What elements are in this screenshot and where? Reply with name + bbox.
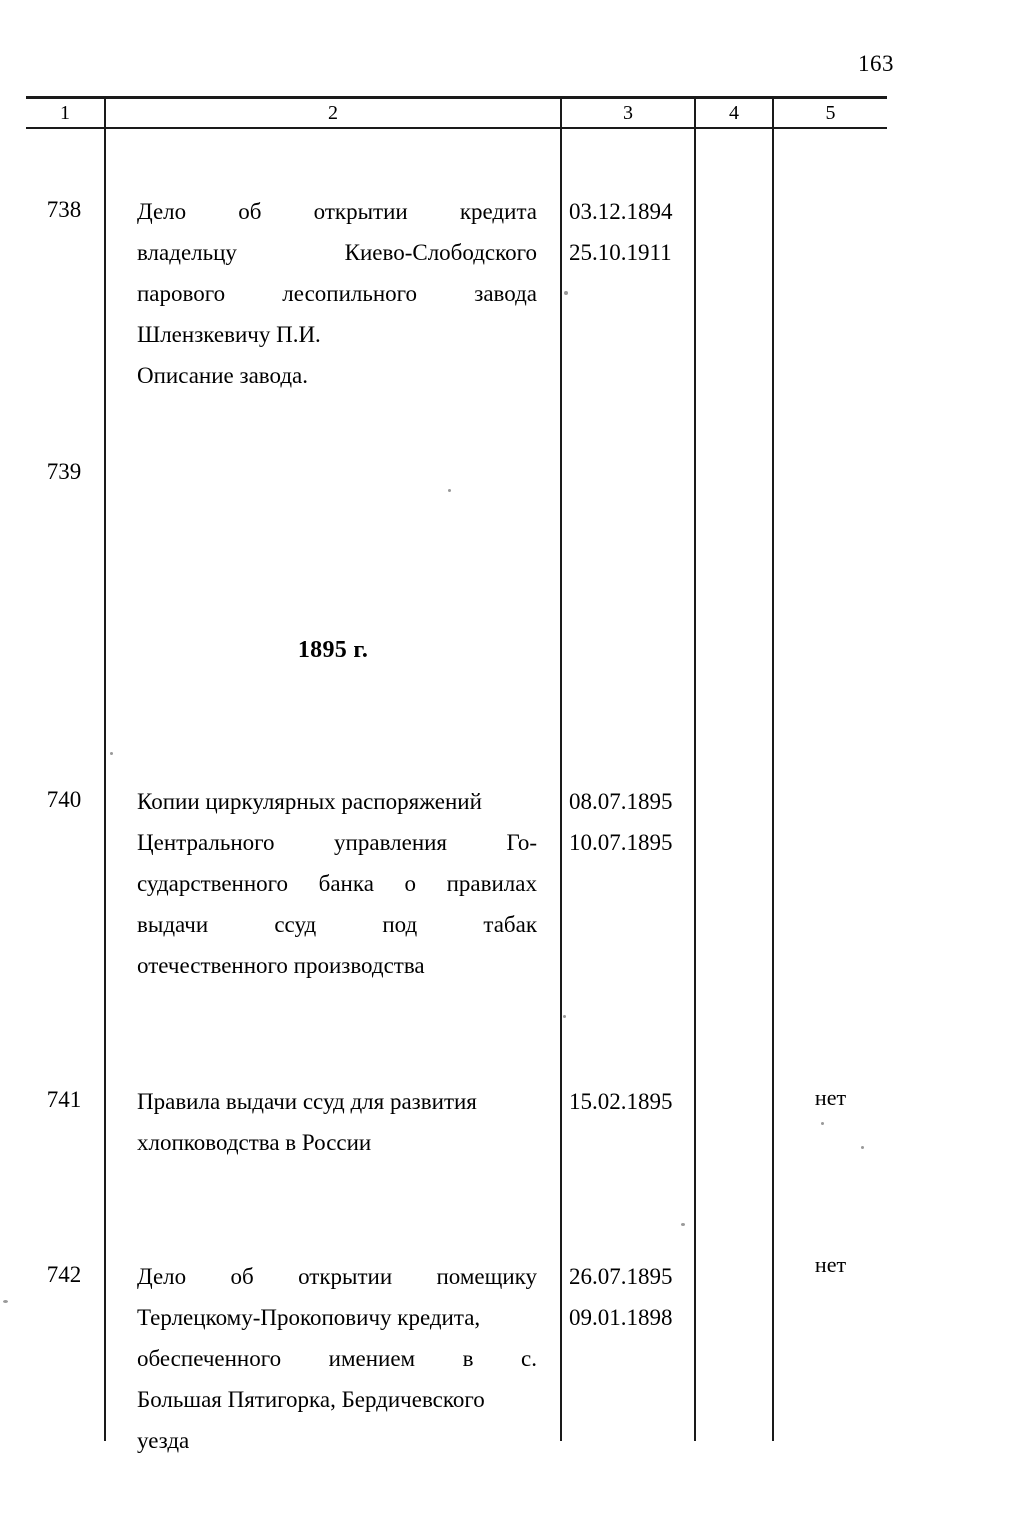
column-header-3: 3 xyxy=(623,102,633,124)
row-dates xyxy=(569,1256,691,1338)
description-line: Терлецкому-Прокоповичу кредита, xyxy=(137,1305,481,1330)
scan-artifact xyxy=(563,1015,566,1018)
description-line: отечественного производства xyxy=(137,953,425,978)
table-row xyxy=(26,197,102,222)
row-number: 742 xyxy=(46,1262,82,1287)
date-value: 03.12.1894 xyxy=(569,199,673,224)
row-description xyxy=(137,191,537,396)
section-heading-year: 1895 г. xyxy=(297,637,369,663)
column-header-4: 4 xyxy=(729,102,739,124)
column-header-1: 1 xyxy=(60,102,70,124)
row-description xyxy=(137,1081,537,1163)
description-line: Описание завода. xyxy=(137,363,308,388)
column-header-5: 5 xyxy=(825,102,836,124)
row-number: 739 xyxy=(46,459,82,484)
table-row xyxy=(26,459,102,484)
row-dates xyxy=(569,191,691,273)
description-line: Копии циркулярных распоряжений xyxy=(137,789,482,814)
description-line: выдачи ссуд под табак xyxy=(137,912,537,937)
scan-artifact xyxy=(861,1146,864,1149)
row-note: нет xyxy=(814,1085,847,1110)
scan-artifact xyxy=(448,489,451,492)
date-value: 09.01.1898 xyxy=(569,1305,673,1330)
column-divider-2 xyxy=(560,96,562,1441)
scan-artifact xyxy=(110,752,113,755)
scan-artifact xyxy=(821,1122,824,1125)
description-line: Большая Пятигорка, Бердичевского xyxy=(137,1387,485,1412)
page-number: 163 xyxy=(858,51,894,76)
description-line: сударственного банка о правилах xyxy=(137,871,537,896)
scan-artifact xyxy=(681,1223,685,1226)
date-value: 25.10.1911 xyxy=(569,240,672,265)
column-divider-4 xyxy=(772,96,774,1441)
date-value: 26.07.1895 xyxy=(569,1264,673,1289)
description-line: хлопководства в России xyxy=(137,1130,372,1155)
row-number: 738 xyxy=(46,197,82,222)
description-line: Центрального управления Го- xyxy=(137,830,537,855)
column-divider-3 xyxy=(694,96,696,1441)
description-line: Дело об открытии помещику xyxy=(137,1264,537,1289)
table-header-border xyxy=(26,127,887,129)
description-line: владельцу Киево-Слободского xyxy=(137,240,537,265)
row-description xyxy=(137,781,537,986)
description-line: обеспеченного имением в с. xyxy=(137,1346,537,1371)
description-line: Дело об открытии кредита xyxy=(137,199,537,224)
scan-artifact xyxy=(3,1300,8,1303)
scan-artifact xyxy=(564,291,568,295)
table-top-border xyxy=(26,96,887,99)
row-number: 740 xyxy=(46,787,82,812)
date-value: 15.02.1895 xyxy=(569,1089,673,1114)
column-header-2: 2 xyxy=(328,102,338,124)
row-number: 741 xyxy=(46,1087,82,1112)
row-dates xyxy=(569,1081,691,1122)
table-row xyxy=(26,1262,102,1287)
date-value: 10.07.1895 xyxy=(569,830,673,855)
column-divider-1 xyxy=(104,96,106,1441)
row-description xyxy=(137,1256,537,1461)
table-row xyxy=(26,1087,102,1112)
description-line: парового лесопильного завода xyxy=(137,281,537,306)
date-value: 08.07.1895 xyxy=(569,789,673,814)
description-line: Правила выдачи ссуд для развития xyxy=(137,1089,477,1114)
description-line: Шлензкевичу П.И. xyxy=(137,322,321,347)
row-dates xyxy=(569,781,691,863)
description-line: уезда xyxy=(137,1428,190,1453)
row-note: нет xyxy=(814,1252,847,1277)
table-row xyxy=(26,787,102,812)
